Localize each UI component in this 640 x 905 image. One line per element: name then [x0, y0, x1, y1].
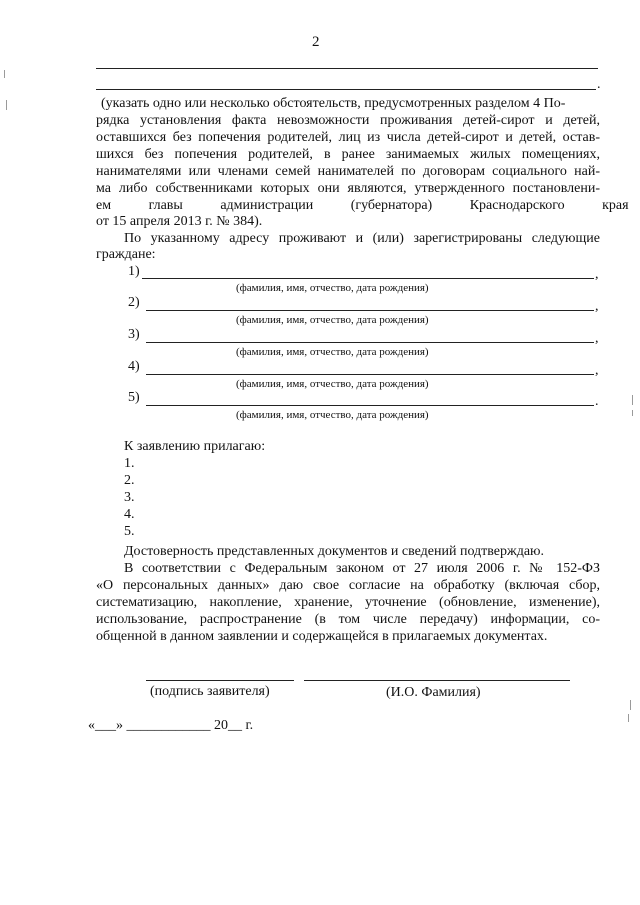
date-close-quote: » — [116, 718, 123, 733]
residents-intro-line: По указанному адресу проживают и (или) зарегистрированы следующие — [124, 231, 600, 246]
address-line-1 — [96, 68, 598, 69]
scan-mark — [632, 410, 633, 416]
resident-field[interactable] — [146, 374, 594, 375]
consent-line: В соответствии с Федеральным законом от 27 июля 2006 г. № 152-ФЗ — [124, 561, 600, 576]
date-line — [88, 717, 253, 734]
date-year-field[interactable]: __ — [228, 718, 242, 733]
resident-caption: (фамилия, имя, отчество, дата рождения) — [236, 314, 429, 326]
consent-line: «О персональных данных» даю свое согласие на обработку (включая сбор, — [96, 578, 600, 593]
date-day-field[interactable]: ___ — [95, 718, 116, 733]
consent-line: систематизацию, накопление, хранение, уточнение (обновление, изменение), — [96, 595, 600, 610]
consent-line: использование, распространение (в том числе передачу) информации, со- — [96, 612, 600, 627]
attachment-item: 3. — [124, 490, 135, 505]
attachment-item: 4. — [124, 507, 135, 522]
signature-caption: (подпись заявителя) — [150, 684, 270, 699]
attachment-item: 5. — [124, 524, 135, 539]
attachment-item: 2. — [124, 473, 135, 488]
resident-caption: (фамилия, имя, отчество, дата рождения) — [236, 346, 429, 358]
resident-field[interactable] — [142, 278, 594, 279]
date-open-quote: « — [88, 718, 95, 733]
signature-line[interactable] — [146, 680, 294, 681]
page-number: 2 — [312, 34, 320, 50]
resident-number: 3) — [128, 327, 140, 342]
residents-intro-line: граждане: — [96, 247, 156, 262]
circumstances-line: ем главы администрации (губернатора) Краснодарского края — [96, 198, 629, 213]
scan-mark — [6, 100, 7, 110]
date-year-suffix: г. — [245, 718, 254, 733]
resident-caption: (фамилия, имя, отчество, дата рождения) — [236, 282, 429, 294]
resident-end-mark: , — [595, 267, 599, 282]
resident-number: 2) — [128, 295, 140, 310]
name-line[interactable] — [304, 680, 570, 681]
date-month-field[interactable]: ____________ — [126, 718, 211, 733]
circumstances-line: (указать одно или несколько обстоятельств, предусмотренных разделом 4 По- — [101, 96, 566, 111]
resident-number: 1) — [128, 264, 140, 279]
address-line-2 — [96, 89, 596, 90]
resident-end-mark: . — [595, 394, 599, 409]
consent-line: общенной в данном заявлении и содержащейся в прилагаемых документах. — [96, 629, 548, 644]
resident-number: 5) — [128, 390, 140, 405]
scan-mark — [630, 700, 631, 710]
date-year-prefix: 20 — [214, 718, 228, 733]
attachments-title: К заявлению прилагаю: — [124, 439, 266, 454]
attachment-item: 1. — [124, 456, 135, 471]
resident-end-mark: , — [595, 363, 599, 378]
authenticity-statement: Достоверность представленных документов и сведений подтверждаю. — [124, 544, 544, 559]
resident-caption: (фамилия, имя, отчество, дата рождения) — [236, 409, 429, 421]
resident-end-mark: , — [595, 331, 599, 346]
resident-field[interactable] — [146, 342, 594, 343]
scan-mark — [628, 714, 629, 722]
resident-field[interactable] — [146, 405, 594, 406]
address-line-end: . — [597, 77, 601, 92]
circumstances-line: рядка установления факта невозможности проживания детей-сирот и детей, — [96, 113, 600, 128]
circumstances-line: оставшихся без попечения родителей, лиц из числа детей-сирот и детей, остав- — [96, 130, 600, 145]
circumstances-line: от 15 апреля 2013 г. № 384). — [96, 214, 263, 229]
resident-caption: (фамилия, имя, отчество, дата рождения) — [236, 378, 429, 390]
circumstances-line: ма либо собственниками которых они являются, утвержденного постановлени- — [96, 181, 600, 196]
scan-mark — [632, 395, 633, 405]
resident-end-mark: , — [595, 299, 599, 314]
scan-mark — [4, 70, 5, 78]
name-caption: (И.О. Фамилия) — [386, 685, 481, 700]
resident-field[interactable] — [146, 310, 594, 311]
circumstances-line: нанимателями или членами семей нанимателей по договорам социального най- — [96, 164, 600, 179]
circumstances-line: шихся без попечения родителей, в ранее занимаемых жилых помещениях, — [96, 147, 600, 162]
resident-number: 4) — [128, 359, 140, 374]
